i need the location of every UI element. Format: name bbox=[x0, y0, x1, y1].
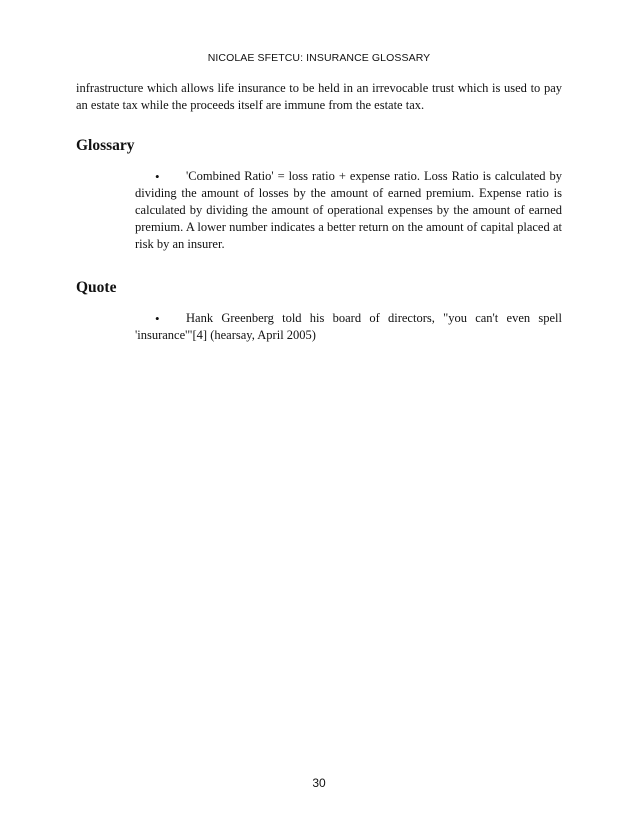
list-item-text: Hank Greenberg told his board of directors, "you can't even spell 'insurance'"[4] (hearsay, April 2005) bbox=[135, 311, 562, 342]
list-item-text: 'Combined Ratio' = loss ratio + expense ratio. Loss Ratio is calculated by dividing the amount of losses by the amount of earned premium. Expense ratio is calculated by dividing the amount of operational expenses by the amount of earned premium. A lower number indicates a better return on the amount of capital placed at risk by an insurer. bbox=[135, 169, 562, 251]
page-content bbox=[76, 80, 562, 344]
list-item-combined-ratio bbox=[135, 168, 562, 253]
page-number: 30 bbox=[312, 776, 326, 790]
running-header: NICOLAE SFETCU: INSURANCE GLOSSARY bbox=[207, 52, 431, 64]
bullet-icon: • bbox=[155, 311, 160, 326]
list-item-greenberg-quote bbox=[135, 310, 562, 344]
intro-paragraph: infrastructure which allows life insurance to be held in an irrevocable trust which is used to pay an estate tax while the proceeds itself are immune from the estate tax. bbox=[76, 81, 562, 112]
section-heading-quote: Quote bbox=[76, 279, 117, 296]
bullet-icon: • bbox=[155, 169, 160, 184]
section-heading-glossary: Glossary bbox=[76, 137, 135, 154]
